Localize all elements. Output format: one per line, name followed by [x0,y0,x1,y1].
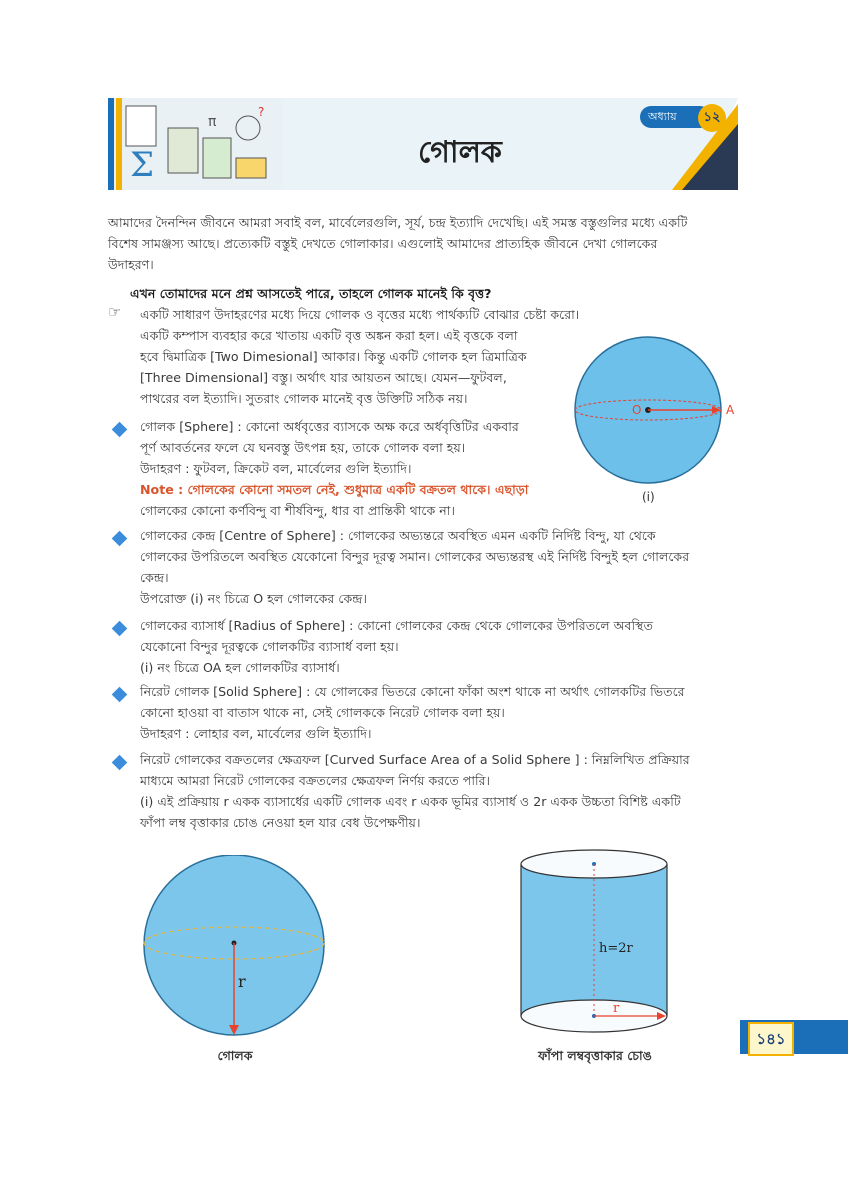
svg-text:?: ? [258,105,265,119]
text-line: [Three Dimensional] বস্তু। অর্থাৎ যার আয়তন আছে। যেমন—ফুটবল, [140,370,507,385]
text-line: গোলকের কোনো কর্ণবিন্দু বা শীর্ষবিন্দু, ধার বা প্রান্তিকী থাকে না। [140,503,455,518]
text-line: কেন্দ্র। [140,570,169,585]
svg-text:π: π [208,114,217,130]
label-o: O [632,403,642,417]
pointing-hand-icon: ☞ [108,303,122,321]
text-line: পাথরের বল ইত্যাদি। সুতরাং গোলক মানেই বৃত্ত উক্তিটি সঠিক নয়। [140,391,468,406]
chapter-label: অধ্যায় [648,110,677,123]
solid-sphere-definition [140,681,740,744]
figure-caption: (i) [642,490,655,504]
intro-line: উদাহরণ। [108,257,154,272]
text-line: নিরেট গোলকের বক্রতলের ক্ষেত্রফল [Curved Surface Area of a Solid Sphere ] : নিম্নলিখিত প্রক্রিয়ার [140,752,690,767]
sphere-caption: গোলক [217,1048,253,1063]
chapter-number: ১২ [698,104,726,132]
bullet-diamond-icon [112,755,128,771]
text-line: হবে দ্বিমাত্রিক [Two Dimesional] আকার। কিন্তু একটি গোলক হল ত্রিমাত্রিক [140,349,527,364]
label-a: A [726,403,735,417]
bullet-diamond-icon [112,531,128,547]
cylinder-caption: ফাঁপা লম্ববৃত্তাকার চোঙ [538,1048,652,1063]
cylinder-figure [515,848,675,1044]
centre-definition [140,525,740,609]
text-line: একটি সাধারণ উদাহরণের মধ্যে দিয়ে গোলক ও বৃত্তের মধ্যে পার্থক্যটি বোঝার চেষ্টা করো। [140,307,580,322]
sphere-figure [140,855,330,1040]
note-line: Note : গোলকের কোনো সমতল নেই, শুধুমাত্র একটি বক্রতল থাকে। এছাড়া [140,482,529,497]
intro-paragraph [108,212,740,275]
text-line: ফাঁপা লম্ব বৃত্তাকার চোঙ নেওয়া হল যার বেধ উপেক্ষণীয়। [140,815,421,830]
height-label: h=2r [599,941,633,956]
question-line: এখন তোমাদের মনে প্রশ্ন আসতেই পারে, তাহলে গোলক মানেই কি বৃত্ত? [130,286,492,301]
text-line: গোলক [Sphere] : কোনো অর্ধবৃত্তের ব্যাসকে অক্ষ করে অর্ধবৃত্তিটির একবার [140,419,519,434]
sphere-definition [140,416,570,521]
text-line: গোলকের ব্যাসার্ধ [Radius of Sphere] : কোনো গোলকের কেন্দ্র থেকে গোলকের উপরিতলে অবস্থিত [140,618,653,633]
page-number: ১৪১ [748,1022,794,1056]
text-line: উপরোক্ত (i) নং চিত্রে O হল গোলকের কেন্দ্র। [140,591,367,606]
bullet-diamond-icon [112,687,128,703]
text-line: গোলকের কেন্দ্র [Centre of Sphere] : গোলকের অভ্যন্তরে অবস্থিত এমন একটি নির্দিষ্ট বিন্দু, যা থেকে [140,528,656,543]
chapter-header-illustration [108,98,283,190]
bullet-diamond-icon [112,621,128,637]
text-line: যেকোনো বিন্দুর দূরত্বকে গোলকটির ব্যাসার্ধ বলা হয়। [140,639,399,654]
intro-line: বিশেষ সামঞ্জস্য আছে। প্রত্যেকটি বস্তুই দেখতে গোলাকার। এগুলোই আমাদের প্রাত্যহিক জীবনে দেখা গোলকের [108,236,658,251]
chapter-title: গোলক [418,135,502,170]
curved-surface-area-section [140,749,740,833]
text-line: গোলকের উপরিতলে অবস্থিত যেকোনো বিন্দুর দূরত্ব সমান। গোলকের অভ্যন্তরস্থ এই নির্দিষ্ট বিন্দুই হল গোলকের [140,549,690,564]
radius-definition [140,615,740,678]
svg-text:Σ: Σ [130,145,155,185]
bullet-diamond-icon [112,422,128,438]
intro-line: আমাদের দৈনন্দিন জীবনে আমরা সবাই বল, মার্বেলেরগুলি, সূর্য, চন্দ্র ইত্যাদি দেখেছি। এই সমস্ত বস্তুগুলির মধ্যে একটি [108,215,688,230]
text-line: মাধ্যমে আমরা নিরেট গোলকের বক্রতলের ক্ষেত্রফল নির্ণয় করতে পারি। [140,773,491,788]
text-line: উদাহরণ : ফুটবল, ক্রিকেট বল, মার্বেলের গুলি ইত্যাদি। [140,461,412,476]
text-line: (i) নং চিত্রে OA হল গোলকটির ব্যাসার্ধ। [140,660,340,675]
text-line: উদাহরণ : লোহার বল, মার্বেলের গুলি ইত্যাদি। [140,726,372,741]
text-line: একটি কম্পাস ব্যবহার করে খাতায় একটি বৃত্ত অঙ্কন করা হল। এই বৃত্তকে বলা [140,328,518,343]
text-line: (i) এই প্রক্রিয়ায় r একক ব্যাসার্ধের একটি গোলক এবং r একক ভূমির ব্যাসার্ধ ও 2r একক উচ্চতা বিশিষ্ট একটি [140,794,681,809]
text-line: নিরেট গোলক [Solid Sphere] : যে গোলকের ভিতরে কোনো ফাঁকা অংশ থাকে না অর্থাৎ গোলকটির ভিতরে [140,684,685,699]
text-line: পূর্ণ আবর্তনের ফলে যে ঘনবস্তু উৎপন্ন হয়, তাকে গোলক বলা হয়। [140,440,466,455]
radius-label: r [238,972,246,991]
figure-i-sphere [566,335,746,505]
text-line: কোনো হাওয়া বা বাতাস থাকে না, সেই গোলককে নিরেট গোলক বলা হয়। [140,705,505,720]
cylinder-radius-label: r [613,1001,620,1016]
